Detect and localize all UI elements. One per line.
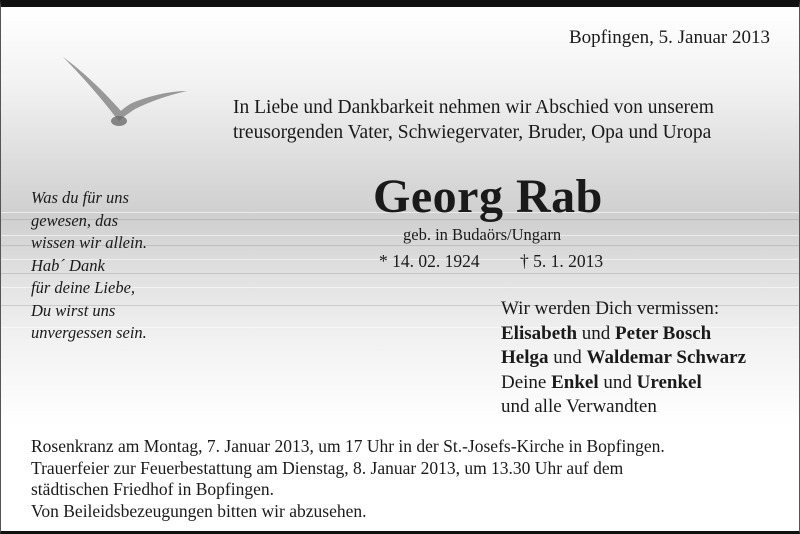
intro-text bbox=[233, 95, 714, 145]
mourner-name: Enkel bbox=[551, 371, 599, 393]
poem-line: Du wirst uns bbox=[31, 300, 116, 320]
mourners bbox=[501, 297, 746, 420]
service-details bbox=[31, 436, 665, 522]
details-line: Rosenkranz am Montag, 7. Januar 2013, um 17 Uhr in der St.-Josefs-Kirche in Bopfingen. bbox=[31, 436, 665, 456]
mourner-line bbox=[501, 371, 746, 396]
poem-line: für deine Liebe, bbox=[31, 278, 136, 297]
birth-place: geb. in Budaörs/Ungarn bbox=[403, 225, 562, 244]
mourners-heading: Wir werden Dich vermissen: bbox=[501, 298, 720, 319]
seagull-icon bbox=[59, 51, 191, 135]
prefix: Deine bbox=[501, 371, 547, 393]
poem-line: wissen wir allein. bbox=[31, 233, 147, 252]
poem-line: unvergessen sein. bbox=[31, 323, 147, 342]
mourner-name: Helga bbox=[501, 347, 549, 368]
details-line: Trauerfeier zur Feuerbestattung am Dienstag, 8. Januar 2013, um 13.30 Uhr auf dem bbox=[31, 457, 624, 478]
mourner-line bbox=[501, 346, 746, 371]
poem bbox=[31, 187, 147, 345]
poem-line: gewesen, das bbox=[31, 210, 119, 230]
poem-line: Was du für uns bbox=[31, 188, 129, 207]
details-line: städtischen Friedhof in Bopfingen. bbox=[31, 479, 275, 499]
mourner-name: Waldemar Schwarz bbox=[586, 347, 747, 368]
intro-line: treusorgenden Vater, Schwiegervater, Bruder, Opa und Uropa bbox=[233, 122, 712, 143]
death-date: † 5. 1. 2013 bbox=[520, 251, 604, 271]
details-line: Von Beileidsbezeugungen bitten wir abzusehen. bbox=[31, 500, 367, 521]
mourner-line: und alle Verwandten bbox=[501, 396, 657, 417]
mourner-name: Peter Bosch bbox=[615, 322, 712, 344]
deceased-name: Georg Rab bbox=[373, 170, 603, 223]
mourner-name: Urenkel bbox=[636, 371, 702, 393]
joiner: und bbox=[603, 371, 632, 393]
joiner: und bbox=[581, 322, 611, 344]
intro-line: In Liebe und Dankbarkeit nehmen wir Abschied von unserem bbox=[233, 97, 714, 118]
mourner-name: Elisabeth bbox=[501, 322, 578, 344]
poem-line: Hab´ Dank bbox=[31, 255, 105, 275]
mourner-line bbox=[501, 322, 746, 347]
place-date: Bopfingen, 5. Januar 2013 bbox=[568, 27, 770, 48]
birth-date: * 14. 02. 1924 bbox=[379, 251, 480, 271]
joiner: und bbox=[553, 347, 582, 368]
